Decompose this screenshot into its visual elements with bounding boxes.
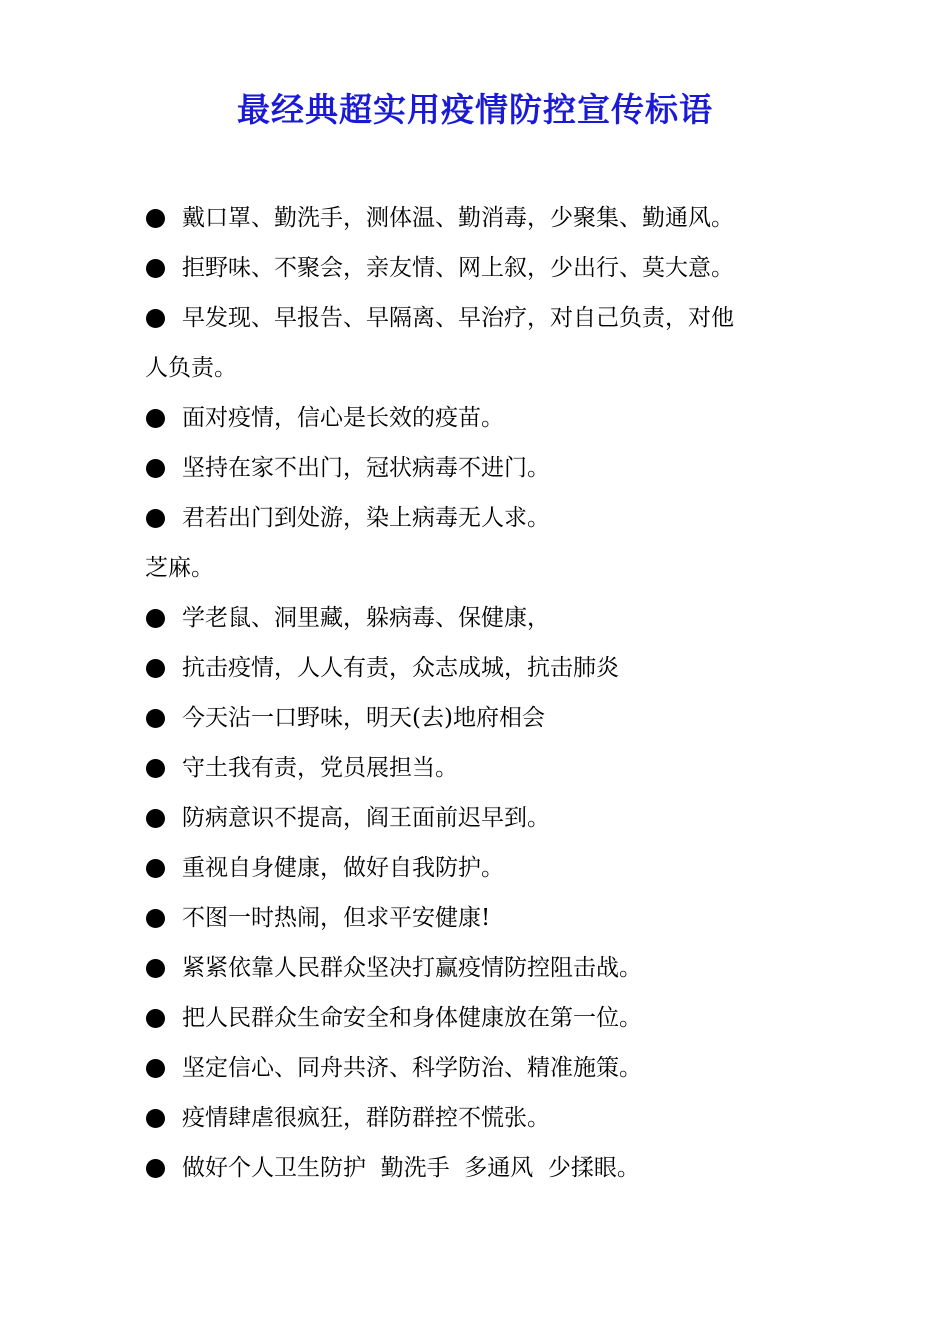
list-item (145, 1143, 825, 1193)
bullet-icon (146, 1109, 165, 1128)
list-item-text: 重视自身健康，做好自我防护。 (182, 855, 504, 881)
bullet-icon (146, 659, 165, 678)
list-item (145, 693, 825, 743)
list-item-text: 面对疫情，信心是长效的疫苗。 (182, 405, 504, 431)
list-item (145, 1043, 825, 1093)
list-item-text: 拒野味、不聚会，亲友情、网上叙，少出行、莫大意。 (182, 255, 734, 281)
slogan-list (145, 193, 825, 1193)
list-item (145, 493, 825, 543)
list-item-text: 君若出门到处游，染上病毒无人求。 (182, 505, 550, 531)
list-item (145, 643, 825, 693)
bullet-icon (146, 459, 165, 478)
bullet-icon (146, 1009, 165, 1028)
list-item-text: 抗击疫情，人人有责，众志成城，抗击肺炎 (182, 655, 619, 681)
list-item-text: 人负责。 (145, 355, 237, 381)
list-item-text: 学老鼠、洞里藏，躲病毒、保健康， (182, 605, 550, 631)
list-item (145, 893, 825, 943)
list-item-text: 戴口罩、勤洗手，测体温、勤消毒，少聚集、勤通风。 (182, 205, 734, 231)
list-item (145, 593, 825, 643)
bullet-icon (146, 1159, 165, 1178)
bullet-icon (146, 959, 165, 978)
list-item (145, 193, 825, 243)
list-item-text: 防病意识不提高，阎王面前迟早到。 (182, 805, 550, 831)
list-item-continuation (145, 543, 825, 593)
bullet-icon (146, 759, 165, 778)
list-item-text: 芝麻。 (145, 555, 214, 581)
list-item (145, 393, 825, 443)
list-item-text: 守土我有责，党员展担当。 (182, 755, 458, 781)
bullet-icon (146, 409, 165, 428)
list-item-text: 紧紧依靠人民群众坚决打赢疫情防控阻击战。 (182, 955, 642, 981)
bullet-icon (146, 259, 165, 278)
bullet-icon (146, 1059, 165, 1078)
bullet-icon (146, 609, 165, 628)
list-item (145, 793, 825, 843)
list-item (145, 993, 825, 1043)
list-item (145, 243, 825, 293)
list-item (145, 293, 825, 343)
list-item-continuation (145, 343, 825, 393)
list-item-text: 坚定信心、同舟共济、科学防治、精准施策。 (182, 1055, 642, 1081)
bullet-icon (146, 509, 165, 528)
list-item-text: 做好个人卫生防护 勤洗手 多通风 少揉眼。 (182, 1155, 640, 1181)
bullet-icon (146, 859, 165, 878)
list-item-text: 今天沾一口野味，明天(去)地府相会 (182, 705, 545, 731)
bullet-icon (146, 309, 165, 328)
list-item (145, 443, 825, 493)
list-item-text: 把人民群众生命安全和身体健康放在第一位。 (182, 1005, 642, 1031)
bullet-icon (146, 909, 165, 928)
list-item (145, 943, 825, 993)
list-item-text: 坚持在家不出门，冠状病毒不进门。 (182, 455, 550, 481)
list-item-text: 不图一时热闹，但求平安健康! (182, 905, 491, 931)
list-item-text: 疫情肆虐很疯狂，群防群控不慌张。 (182, 1105, 550, 1131)
list-item (145, 1093, 825, 1143)
list-item (145, 743, 825, 793)
list-item (145, 843, 825, 893)
bullet-icon (146, 209, 165, 228)
bullet-icon (146, 709, 165, 728)
list-item-text: 早发现、早报告、早隔离、早治疗，对自己负责，对他 (182, 305, 734, 331)
bullet-icon (146, 809, 165, 828)
page-title: 最经典超实用疫情防控宣传标语 (237, 90, 713, 129)
